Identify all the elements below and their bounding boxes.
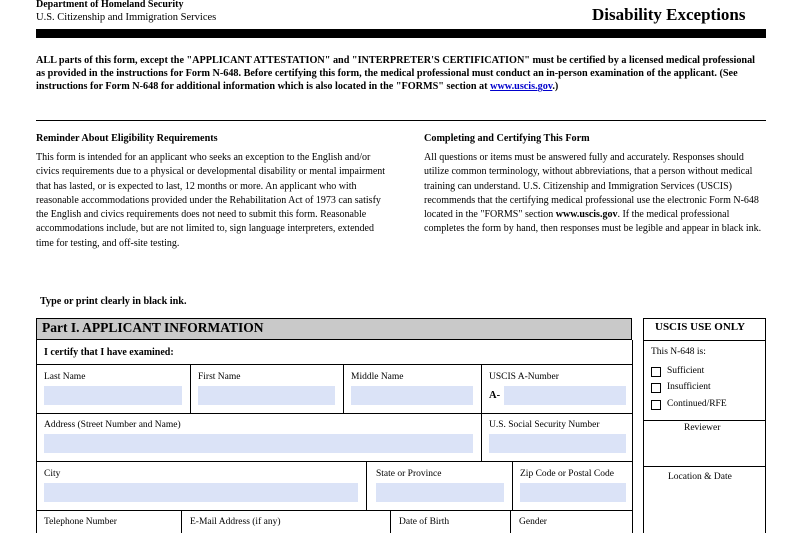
uscis-divider xyxy=(643,340,766,341)
col-divider xyxy=(481,364,482,413)
col-divider xyxy=(510,510,511,533)
sufficient-label: Sufficient xyxy=(667,366,705,376)
uscis-status-label: This N-648 is: xyxy=(651,347,706,357)
ssn-field[interactable] xyxy=(489,434,626,453)
address-field[interactable] xyxy=(44,434,473,453)
row-divider xyxy=(36,364,633,365)
col-divider xyxy=(343,364,344,413)
reminder-body: This form is intended for an applicant who seeks an exception to the English and/or civics requirements due to a physical or developmental disability or mental impairment that has lasted, or is expected to last, 12 months or more. An applicant who with reasonable accommodations provided under the Rehabilitation Act of 1973 can satisfy the English and civics requirements does not need to submit this form. Reasonable accommodations include, but are not limited to, sign language interpreters, extended time for testing, and off-site testing. xyxy=(36,152,386,249)
ink-instructions: Type or print clearly in black ink. xyxy=(40,296,187,307)
continued-rfe-checkbox[interactable] xyxy=(651,400,661,410)
completing-text-2: . If the medical professional completes the form by hand, then responses must be legible and appear in black ink. xyxy=(424,209,762,235)
state-label: State or Province xyxy=(376,469,442,479)
last-name-label: Last Name xyxy=(44,372,86,382)
certify-statement: I certify that I have examined: xyxy=(44,347,174,358)
first-name-field[interactable] xyxy=(198,386,335,405)
city-field[interactable] xyxy=(44,483,358,502)
continued-rfe-label: Continued/RFE xyxy=(667,399,727,409)
col-divider xyxy=(512,461,513,510)
zip-label: Zip Code or Postal Code xyxy=(520,469,614,479)
state-field[interactable] xyxy=(376,483,504,502)
col-divider xyxy=(190,364,191,413)
gender-label: Gender xyxy=(519,517,547,527)
col-divider xyxy=(390,510,391,533)
city-label: City xyxy=(44,469,61,479)
agency-name: U.S. Citizenship and Immigration Services xyxy=(36,12,217,23)
a-number-field[interactable] xyxy=(504,386,626,405)
last-name-field[interactable] xyxy=(44,386,182,405)
ssn-label: U.S. Social Security Number xyxy=(489,420,600,430)
reminder-heading: Reminder About Eligibility Requirements xyxy=(36,133,218,144)
uscis-use-title: USCIS USE ONLY xyxy=(655,321,746,333)
telephone-label: Telephone Number xyxy=(44,517,117,527)
a-number-prefix: A- xyxy=(489,390,501,401)
reviewer-label: Reviewer xyxy=(684,423,721,433)
row-divider xyxy=(36,413,633,414)
insufficient-checkbox[interactable] xyxy=(651,383,661,393)
address-label: Address (Street Number and Name) xyxy=(44,420,181,430)
part1-title: Part I. APPLICANT INFORMATION xyxy=(42,320,264,335)
uscis-link[interactable]: www.uscis.gov xyxy=(490,81,553,93)
first-name-label: First Name xyxy=(198,372,241,382)
col-divider xyxy=(481,413,482,461)
dob-label: Date of Birth xyxy=(399,517,450,527)
completing-link: www.uscis.gov xyxy=(555,209,618,221)
header-divider xyxy=(36,29,766,38)
form-border-right xyxy=(632,340,633,533)
completing-heading: Completing and Certifying This Form xyxy=(424,133,590,144)
intro-suffix: .) xyxy=(552,81,559,93)
sufficient-checkbox[interactable] xyxy=(651,367,661,377)
uscis-divider xyxy=(643,420,766,421)
col-divider xyxy=(181,510,182,533)
intro-text: ALL parts of this form, except the "APPLICANT ATTESTATION" and "INTERPRETER'S CERTIFICATION" must be certified by a licensed medical professional as provided in the instructions for Form N-648. Before certifying this form, the medical professional must conduct an in-person examination of the applicant. (See instructions for Form N-648 for additional information which is also located in the "FORMS" section at xyxy=(36,55,756,93)
col-divider xyxy=(366,461,367,510)
zip-field[interactable] xyxy=(520,483,626,502)
intro-paragraph xyxy=(36,54,766,94)
row-divider xyxy=(36,461,633,462)
a-number-label: USCIS A-Number xyxy=(489,372,559,382)
insufficient-label: Insufficient xyxy=(667,382,711,392)
completing-body xyxy=(424,151,766,237)
form-title: Disability Exceptions xyxy=(592,5,746,24)
department-name: Department of Homeland Security xyxy=(36,0,184,10)
email-label: E-Mail Address (if any) xyxy=(190,517,281,527)
middle-name-label: Middle Name xyxy=(351,372,404,382)
completing-text-1: All questions or items must be answered fully and accurately. Responses should utilize common terminology, without abbreviations, that a person without medical training can understand. U.S. Citizenship and Immigration Services (USCIS) recommends that the certifying medical professional use the electronic Form N-648 located in the "FORMS" section xyxy=(424,152,759,221)
section-divider xyxy=(36,120,766,121)
row-divider xyxy=(36,510,633,511)
middle-name-field[interactable] xyxy=(351,386,473,405)
form-border-left xyxy=(36,340,37,533)
uscis-divider xyxy=(643,466,766,467)
location-date-label: Location & Date xyxy=(668,472,732,482)
